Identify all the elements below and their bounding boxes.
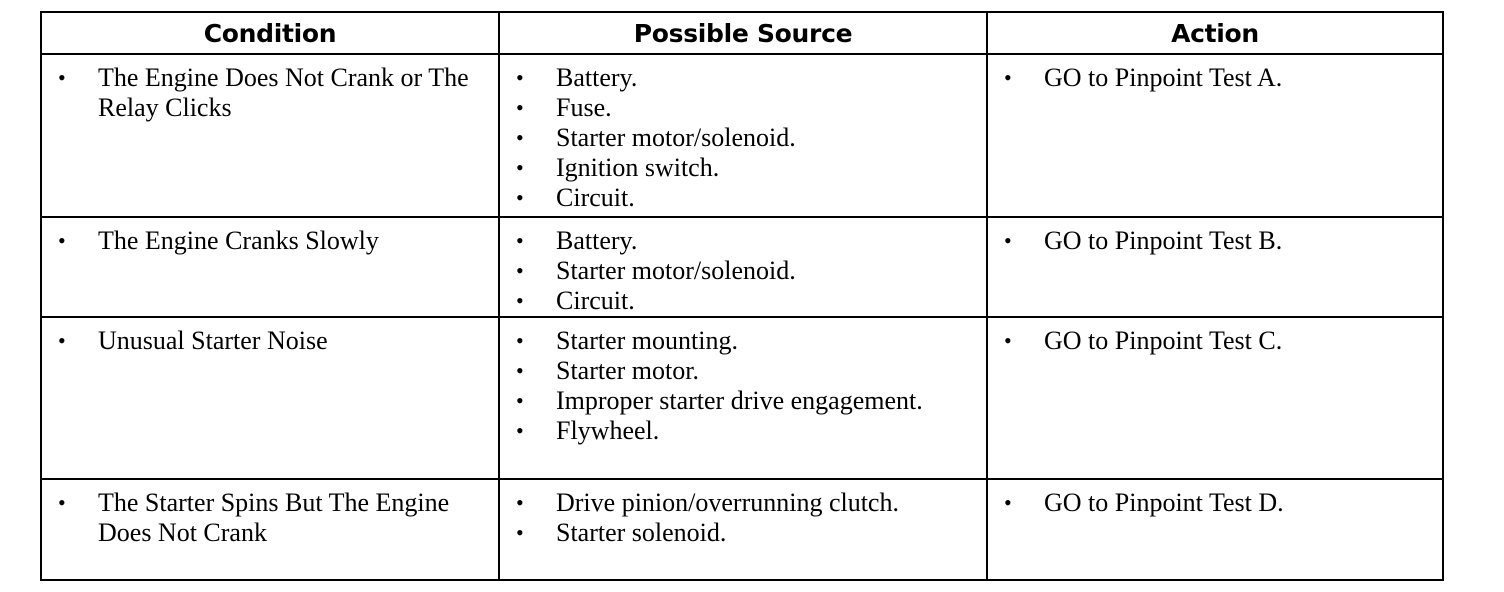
bullet-icon: • xyxy=(516,185,524,210)
bullet-icon: • xyxy=(1004,328,1012,353)
source-item xyxy=(500,63,986,93)
bullet-icon: • xyxy=(58,328,66,353)
bullet-icon: • xyxy=(516,228,524,253)
source-cell xyxy=(498,480,986,579)
condition-cell xyxy=(42,318,498,478)
bullet-icon: • xyxy=(58,65,66,90)
source-item xyxy=(500,386,986,416)
condition-item xyxy=(42,326,498,356)
source-text: Circuit. xyxy=(556,286,635,315)
bullet-icon: • xyxy=(516,288,524,313)
source-text: Starter motor. xyxy=(556,356,699,385)
bullet-icon: • xyxy=(516,520,524,545)
action-item xyxy=(988,326,1442,356)
source-item xyxy=(500,93,986,123)
header-condition: Condition xyxy=(203,18,337,48)
condition-text: The Engine Cranks Slowly xyxy=(98,226,379,255)
bullet-icon: • xyxy=(58,228,66,253)
source-text: Ignition switch. xyxy=(556,153,720,182)
condition-text: Unusual Starter Noise xyxy=(98,326,328,355)
source-cell xyxy=(498,55,986,216)
condition-text: The Starter Spins But The Engine Does Not Crank xyxy=(98,488,450,547)
bullet-icon: • xyxy=(516,125,524,150)
bullet-icon: • xyxy=(1004,65,1012,90)
bullet-icon: • xyxy=(58,490,66,515)
source-text: Drive pinion/overrunning clutch. xyxy=(556,488,899,517)
condition-cell xyxy=(42,218,498,316)
condition-item xyxy=(42,63,498,123)
source-item xyxy=(500,416,986,446)
source-text: Starter motor/solenoid. xyxy=(556,256,796,285)
bullet-icon: • xyxy=(516,358,524,383)
condition-cell xyxy=(42,55,498,216)
source-text: Fuse. xyxy=(556,93,612,122)
bullet-icon: • xyxy=(516,65,524,90)
action-text: GO to Pinpoint Test A. xyxy=(1044,63,1283,92)
bullet-icon: • xyxy=(516,95,524,120)
source-text: Starter mounting. xyxy=(556,326,738,355)
source-item xyxy=(500,123,986,153)
action-item xyxy=(988,226,1442,256)
source-item xyxy=(500,488,986,518)
header-action: Action xyxy=(986,13,1442,53)
source-item xyxy=(500,226,986,256)
source-cell xyxy=(498,318,986,478)
bullet-icon: • xyxy=(1004,228,1012,253)
bullet-icon: • xyxy=(516,490,524,515)
bullet-icon: • xyxy=(516,155,524,180)
condition-item xyxy=(42,488,498,548)
source-text: Circuit. xyxy=(556,183,635,212)
source-text: Battery. xyxy=(556,63,638,92)
source-item xyxy=(500,183,986,213)
bullet-icon: • xyxy=(516,388,524,413)
source-item xyxy=(500,518,986,548)
header-possible-source: Possible Source xyxy=(498,13,986,53)
condition-item xyxy=(42,226,498,256)
table-header-row xyxy=(42,13,1442,53)
condition-text: The Engine Does Not Crank or The Relay Clicks xyxy=(98,63,469,122)
table-row xyxy=(42,216,1442,316)
action-text: GO to Pinpoint Test D. xyxy=(1044,488,1284,517)
action-text: GO to Pinpoint Test C. xyxy=(1044,326,1283,355)
source-item xyxy=(500,153,986,183)
source-cell xyxy=(498,218,986,316)
bullet-icon: • xyxy=(516,328,524,353)
action-cell xyxy=(986,55,1442,216)
action-text: GO to Pinpoint Test B. xyxy=(1044,226,1283,255)
table-row xyxy=(42,53,1442,216)
source-text: Starter motor/solenoid. xyxy=(556,123,796,152)
condition-cell xyxy=(42,480,498,579)
source-text: Battery. xyxy=(556,226,638,255)
bullet-icon: • xyxy=(516,418,524,443)
action-item xyxy=(988,488,1442,518)
source-item xyxy=(500,286,986,316)
action-item xyxy=(988,63,1442,93)
action-cell xyxy=(986,480,1442,579)
action-cell xyxy=(986,318,1442,478)
table-row xyxy=(42,478,1442,579)
source-item xyxy=(500,356,986,386)
source-item xyxy=(500,256,986,286)
source-item xyxy=(500,326,986,356)
bullet-icon: • xyxy=(516,258,524,283)
action-cell xyxy=(986,218,1442,316)
diagnosis-table xyxy=(40,11,1444,581)
table-row xyxy=(42,316,1442,478)
bullet-icon: • xyxy=(1004,490,1012,515)
source-text: Flywheel. xyxy=(556,416,660,445)
source-text: Improper starter drive engagement. xyxy=(556,386,923,415)
source-text: Starter solenoid. xyxy=(556,518,727,547)
